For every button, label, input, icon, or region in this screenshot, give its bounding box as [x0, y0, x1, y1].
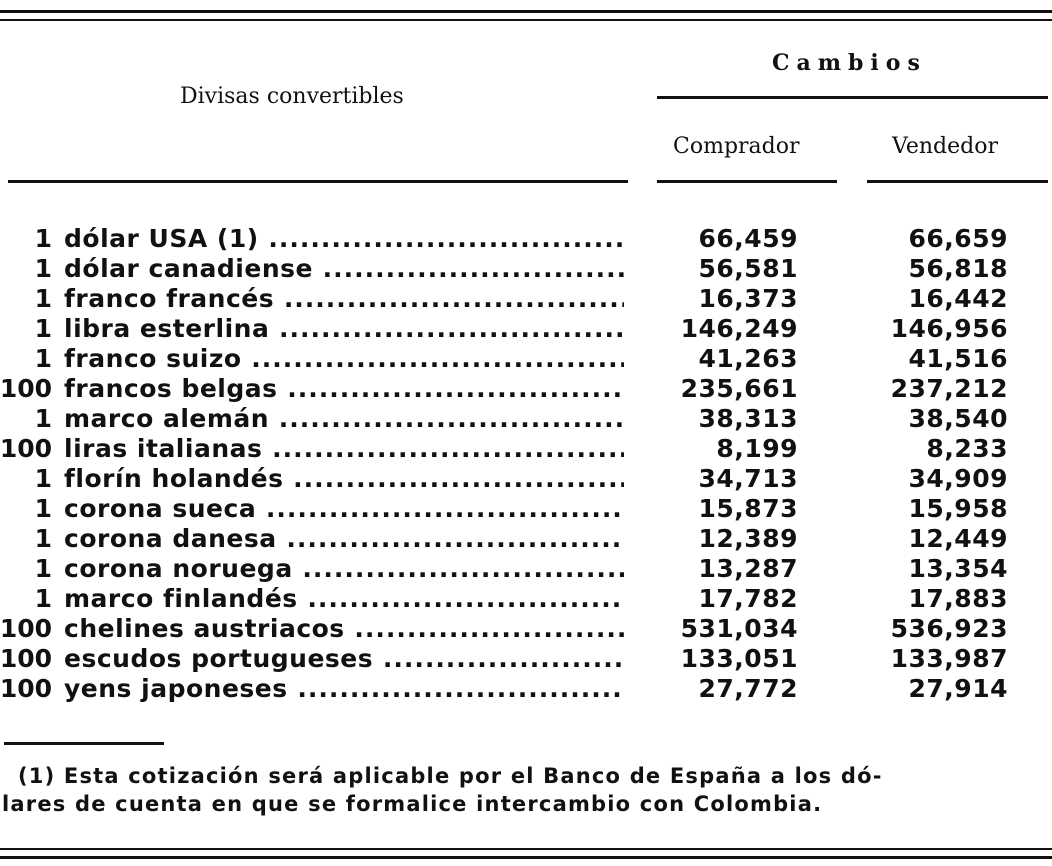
row-quantity: 100: [0, 674, 52, 703]
row-sell-rate: 15,958: [908, 494, 1008, 523]
row-currency: liras italianas .....: [64, 434, 624, 464]
row-sell-rate: 16,442: [908, 284, 1008, 313]
seller-underline: [867, 180, 1048, 183]
seller-header: Vendedor: [892, 134, 999, 159]
row-sell-rate: 66,659: [908, 224, 1008, 253]
row-currency: florín holandés .....: [64, 464, 624, 494]
row-quantity: 1: [34, 584, 52, 613]
row-sell-rate: 56,818: [908, 254, 1008, 283]
row-currency: escudos portugueses .....: [64, 644, 624, 674]
top-rule-thick: [0, 10, 1052, 13]
row-quantity: 100: [0, 434, 52, 463]
row-quantity: 1: [34, 404, 52, 433]
currencies-header: Divisas convertibles: [180, 84, 404, 109]
row-quantity: 1: [34, 464, 52, 493]
row-currency: corona sueca .....: [64, 494, 624, 524]
table-row: [0, 494, 1052, 524]
table-row: [0, 674, 1052, 704]
row-quantity: 1: [34, 344, 52, 373]
row-buy-rate: 12,389: [698, 524, 798, 553]
row-currency: marco alemán .....: [64, 404, 624, 434]
row-currency: corona danesa .....: [64, 524, 624, 554]
row-quantity: 1: [34, 554, 52, 583]
row-sell-rate: 17,883: [908, 584, 1008, 613]
table-row: [0, 554, 1052, 584]
row-quantity: 1: [34, 284, 52, 313]
table-row: [0, 464, 1052, 494]
row-sell-rate: 38,540: [908, 404, 1008, 433]
row-quantity: 100: [0, 644, 52, 673]
row-currency: yens japoneses .....: [64, 674, 624, 704]
group-underline: [657, 96, 1048, 99]
row-currency: franco francés .....: [64, 284, 624, 314]
row-buy-rate: 15,873: [698, 494, 798, 523]
exchange-group-header: Cambios: [772, 50, 927, 76]
table-row: [0, 644, 1052, 674]
table-row: [0, 404, 1052, 434]
footnote-separator: [4, 742, 164, 745]
table-row: [0, 314, 1052, 344]
top-rule-thin: [0, 19, 1052, 21]
row-buy-rate: 16,373: [698, 284, 798, 313]
row-buy-rate: 41,263: [698, 344, 798, 373]
row-buy-rate: 235,661: [680, 374, 798, 403]
row-quantity: 100: [0, 614, 52, 643]
row-currency: dólar USA (1) .....: [64, 224, 624, 254]
row-quantity: 1: [34, 314, 52, 343]
row-sell-rate: 41,516: [908, 344, 1008, 373]
row-currency: marco finlandés .....: [64, 584, 624, 614]
row-currency: corona noruega .....: [64, 554, 624, 584]
table-row: [0, 524, 1052, 554]
row-buy-rate: 133,051: [680, 644, 798, 673]
row-buy-rate: 146,249: [680, 314, 798, 343]
row-sell-rate: 536,923: [890, 614, 1008, 643]
footnote: [2, 762, 1048, 818]
row-buy-rate: 531,034: [680, 614, 798, 643]
row-sell-rate: 133,987: [890, 644, 1008, 673]
row-sell-rate: 13,354: [908, 554, 1008, 583]
footnote-line-1: (1) Esta cotización será aplicable por el Banco de España a los dó-: [18, 764, 883, 788]
table-row: [0, 344, 1052, 374]
row-currency: libra esterlina .....: [64, 314, 624, 344]
row-buy-rate: 56,581: [698, 254, 798, 283]
row-sell-rate: 12,449: [908, 524, 1008, 553]
table-row: [0, 284, 1052, 314]
bottom-rule-thin: [0, 848, 1052, 850]
table-row: [0, 254, 1052, 284]
row-quantity: 1: [34, 494, 52, 523]
table-row: [0, 224, 1052, 254]
row-currency: chelines austriacos .....: [64, 614, 624, 644]
table-row: [0, 584, 1052, 614]
row-quantity: 100: [0, 374, 52, 403]
row-quantity: 1: [34, 254, 52, 283]
row-buy-rate: 17,782: [698, 584, 798, 613]
table-row: [0, 374, 1052, 404]
row-currency: dólar canadiense .....: [64, 254, 624, 284]
row-buy-rate: 34,713: [698, 464, 798, 493]
row-buy-rate: 13,287: [698, 554, 798, 583]
buyer-header: Comprador: [673, 134, 800, 159]
exchange-rate-table: [0, 224, 1052, 704]
table-row: [0, 614, 1052, 644]
buyer-underline: [657, 180, 837, 183]
row-quantity: 1: [34, 224, 52, 253]
row-buy-rate: 66,459: [698, 224, 798, 253]
row-buy-rate: 38,313: [698, 404, 798, 433]
footnote-line-2: lares de cuenta en que se formalice intercambio con Colombia.: [2, 792, 823, 816]
bottom-rule-thick: [0, 856, 1052, 859]
row-sell-rate: 237,212: [890, 374, 1008, 403]
row-buy-rate: 8,199: [716, 434, 798, 463]
row-sell-rate: 8,233: [926, 434, 1008, 463]
currencies-underline: [8, 180, 628, 183]
row-currency: franco suizo .....: [64, 344, 624, 374]
table-row: [0, 434, 1052, 464]
row-currency: francos belgas .....: [64, 374, 624, 404]
row-sell-rate: 27,914: [908, 674, 1008, 703]
row-sell-rate: 34,909: [908, 464, 1008, 493]
row-sell-rate: 146,956: [890, 314, 1008, 343]
row-buy-rate: 27,772: [698, 674, 798, 703]
row-quantity: 1: [34, 524, 52, 553]
